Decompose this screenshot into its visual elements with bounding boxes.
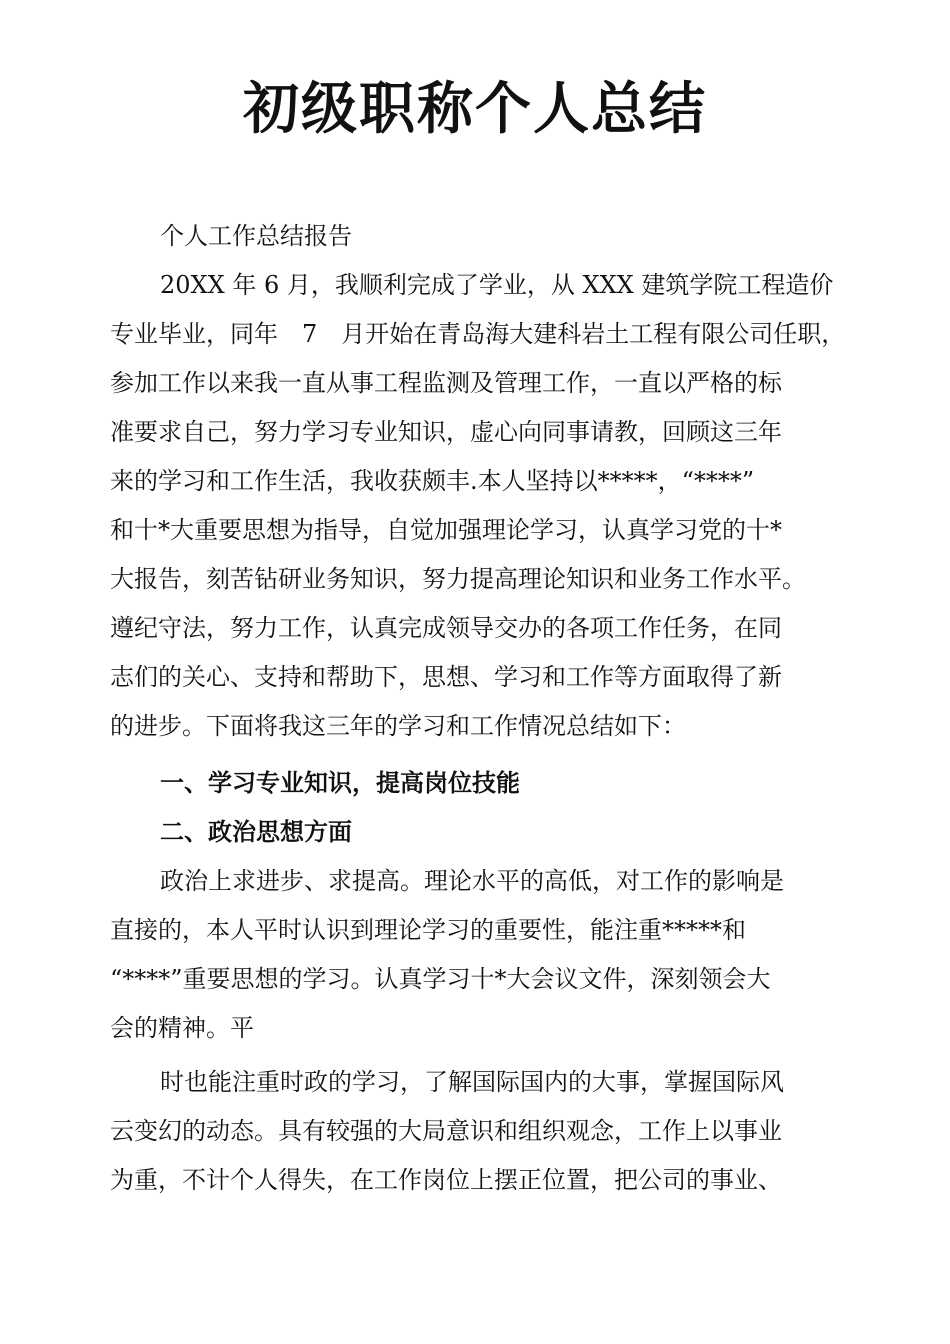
paragraph-line: 时也能注重时政的学习，了解国际国内的大事，掌握国际风 [160,1068,784,1096]
paragraph-line: 云变幻的动态。具有较强的大局意识和组织观念，工作上以事业 [110,1117,782,1145]
section-heading-1: 一、学习专业知识，提高岗位技能 [160,769,520,797]
report-heading: 个人工作总结报告 [160,222,352,250]
paragraph-line: 遵纪守法，努力工作，认真完成领导交办的各项工作任务，在同 [110,614,782,642]
paragraph-line: 为重，不计个人得失，在工作岗位上摆正位置，把公司的事业、 [110,1166,782,1194]
paragraph-line: 志们的关心、支持和帮助下，思想、学习和工作等方面取得了新 [110,663,782,691]
paragraph-line: 的进步。下面将我这三年的学习和工作情况总结如下： [110,712,686,740]
document-title: 初级职称个人总结 [243,77,707,142]
paragraph-line: 专业毕业，同年 7 月开始在青岛海大建科岩土工程有限公司任职， [110,320,846,348]
paragraph-line: 直接的，本人平时认识到理论学习的重要性，能注重*****和 [110,916,746,944]
paragraph-line: 参加工作以来我一直从事工程监测及管理工作，一直以严格的标 [110,369,782,397]
paragraph-line: “****”重要思想的学习。认真学习十*大会议文件，深刻领会大 [110,965,771,993]
paragraph-line: 20XX 年 6 月，我顺利完成了学业，从 XXX 建筑学院工程造价 [160,271,834,299]
paragraph-line: 准要求自己，努力学习专业知识，虚心向同事请教，回顾这三年 [110,418,782,446]
paragraph-line: 会的精神。平 [110,1014,254,1042]
section-heading-2: 二、政治思想方面 [160,818,352,846]
paragraph-line: 政治上求进步、求提高。理论水平的高低，对工作的影响是 [160,867,784,895]
paragraph-line: 和十*大重要思想为指导，自觉加强理论学习，认真学习党的十* [110,516,782,544]
paragraph-line: 大报告，刻苦钻研业务知识，努力提高理论知识和业务工作水平。 [110,565,806,593]
paragraph-line: 来的学习和工作生活，我收获颇丰.本人坚持以*****，“****” [110,467,755,495]
